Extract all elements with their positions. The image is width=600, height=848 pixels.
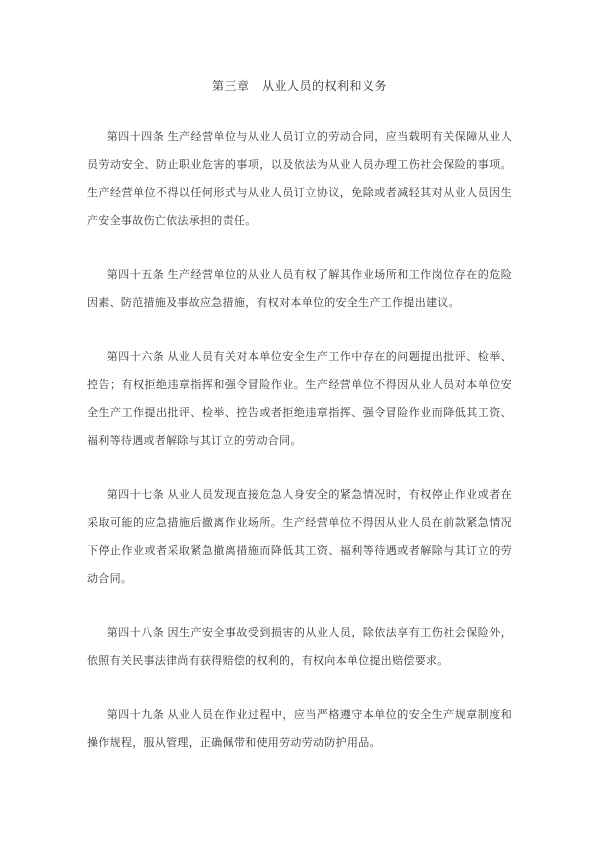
article-paragraph-48: 第四十八条 因生产安全事故受到损害的从业人员，除依法享有工伤社会保险外，依照有关民事法律尚有获得赔偿的权利的，有权向本单位提出赔偿要求。 <box>87 627 512 667</box>
article-paragraph-44: 第四十四条 生产经营单位与从业人员订立的劳动合同，应当载明有关保障从业人员劳动安全、防止职业危害的事项，以及依法为从业人员办理工伤社会保险的事项。生产经营单位不得以任何形式与从业人员订立协议，免除或者减轻其对从业人员因生产安全事故伤亡依法承担的责任。 <box>87 131 512 227</box>
chapter-title: 第三章 从业人员的权利和义务 <box>211 79 387 93</box>
article-paragraph-47: 第四十七条 从业人员发现直接危急人身安全的紧急情况时，有权停止作业或者在采取可能的应急措施后撤离作业场所。生产经营单位不得因从业人员在前款紧急情况下停止作业或者采取紧急撤离措施而降低其工资、福利等待遇或者解除与其订立的劳动合同。 <box>87 489 512 585</box>
article-paragraph-49: 第四十九条 从业人员在作业过程中，应当严格遵守本单位的安全生产规章制度和操作规程，服从管理，正确佩带和使用劳动劳动防护用品。 <box>87 709 512 749</box>
article-paragraph-46: 第四十六条 从业人员有关对本单位安全生产工作中存在的问题提出批评、检举、控告；有权拒绝违章指挥和强令冒险作业。生产经营单位不得因从业人员对本单位安全生产工作提出批评、检举、控告或者拒绝违章指挥、强令冒险作业而降低其工资、福利等待遇或者解除与其订立的劳动合同。 <box>87 351 512 447</box>
article-paragraph-45: 第四十五条 生产经营单位的从业人员有权了解其作业场所和工作岗位存在的危险因素、防范措施及事故应急措施，有权对本单位的安全生产工作提出建议。 <box>87 269 512 309</box>
